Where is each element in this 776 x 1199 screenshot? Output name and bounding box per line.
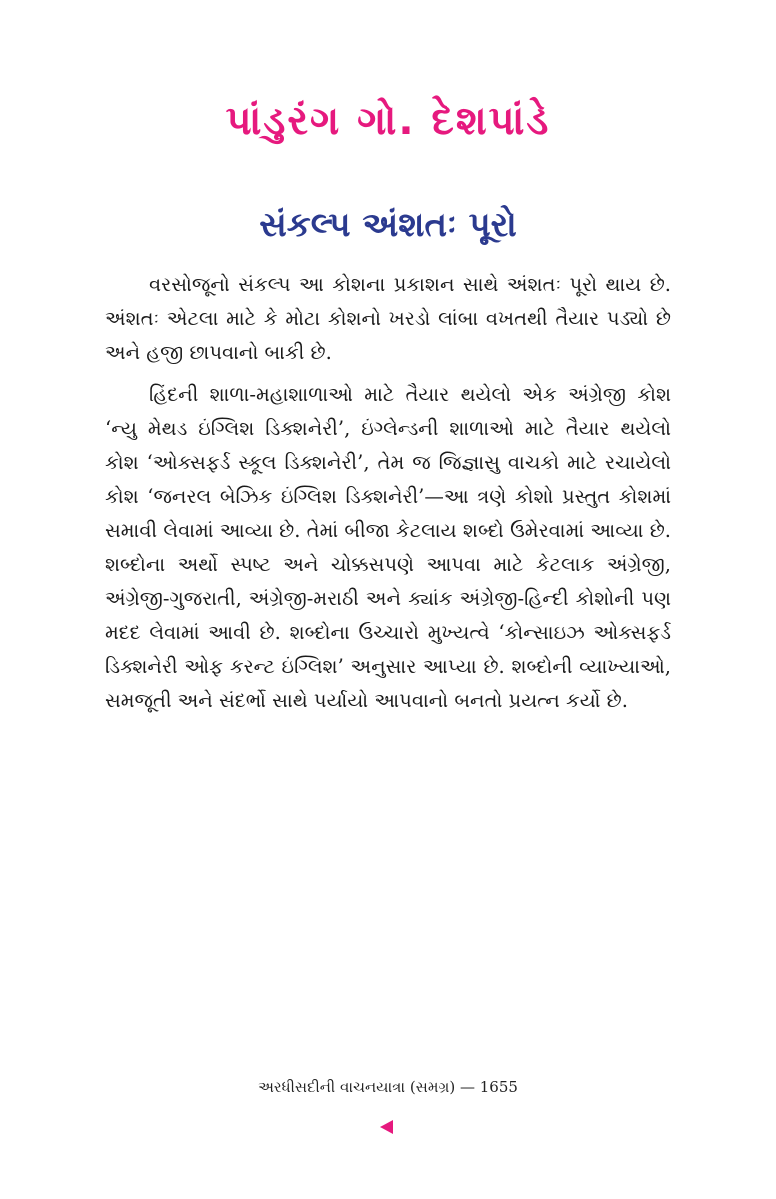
paragraph-1: વરસોજૂનો સંકલ્પ આ કોશના પ્રકાશન સાથે અંશતઃ પૂરો થાય છે. અંશતઃ એટલા માટે કે મોટા કોશનો ખરડો લાંબા વખતથી તૈયાર પડ્યો છે અને હજી છાપવાનો બાકી છે. <box>105 273 671 364</box>
chapter-title: સંકલ્પ અંશતઃ પૂરો <box>259 205 517 245</box>
paragraph-2: હિંદની શાળા-મહાશાળાઓ માટે તૈયાર થયેલો એક અંગ્રેજી કોશ ‘ન્યુ મેથડ ઇંગ્લિશ ડિક્શનેરી’, ઇંગ્લેન્ડની શાળાઓ માટે તૈયાર થયેલો કોશ ‘ઓક્સફર્ડ સ્કૂલ ડિક્શનેરી’, તેમ જ જિજ્ઞાસુ વાચકો માટે રચાયેલો કોશ ‘જનરલ બેઝિક ઇંગ્લિશ ડિક્શનેરી’—આ ત્રણે કોશો પ્રસ્તુત કોશમાં સમાવી લેવામાં આવ્યા છે. તેમાં બીજા કેટલાય શબ્દો ઉમેરવામાં આવ્યા છે. શબ્દોના અર્થો સ્પષ્ટ અને ચોક્કસપણે આપવા માટે કેટલાક અંગ્રેજી, અંગ્રેજી-ગુજરાતી, અંગ્રેજી-મરાઠી અને ક્યાંક અંગ્રેજી-હિન્દી કોશોની પણ મદદ લેવામાં આવી છે. શબ્દોના ઉચ્ચારો મુખ્યત્વે ‘કોન્સાઇઝ ઓક્સફર્ડ ડિક્શનેરી ઓફ કરન્ટ ઇંગ્લિશ’ અનુસાર આપ્યા છે. શબ્દોની વ્યાખ્યાઓ, સમજૂતી અને સંદર્ભો સાથે પર્યાયો આપવાનો બનતો પ્રયત્ન કર્યો છે. <box>105 383 671 712</box>
page-footer: અરધીસદીની વાચનયાત્રા (સમગ્ર) — 1655 <box>258 1078 518 1096</box>
body-text <box>105 268 671 726</box>
author-name: પાંડુરંગ ગો. દેશપાંડે <box>225 98 551 144</box>
previous-page-arrow-icon[interactable] <box>380 1120 393 1134</box>
